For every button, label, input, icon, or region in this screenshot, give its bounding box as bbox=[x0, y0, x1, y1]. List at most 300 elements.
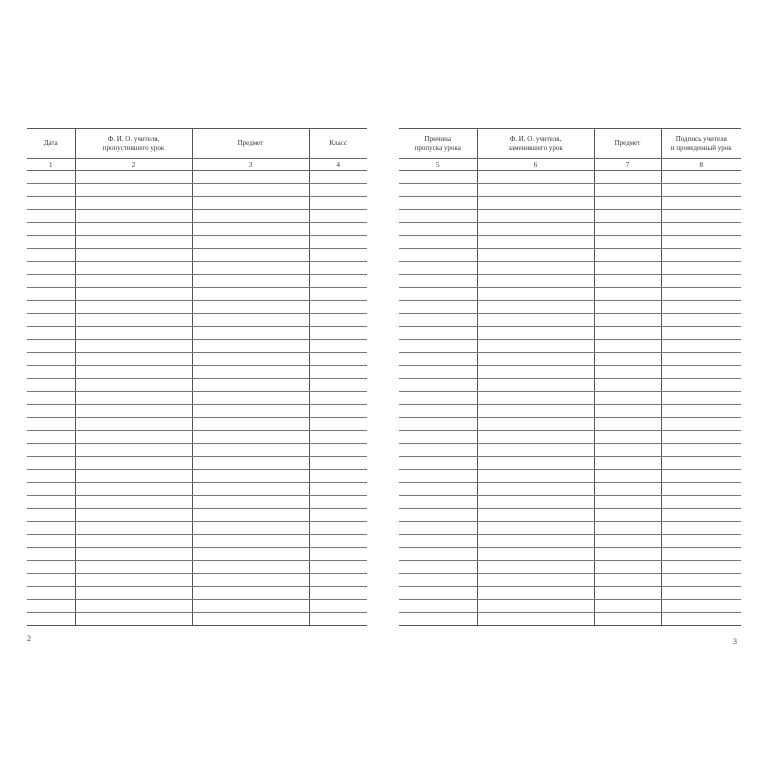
table-cell[interactable] bbox=[27, 340, 75, 353]
table-cell[interactable] bbox=[309, 327, 367, 340]
table-cell[interactable] bbox=[75, 379, 192, 392]
table-cell[interactable] bbox=[309, 275, 367, 288]
table-cell[interactable] bbox=[399, 496, 477, 509]
table-cell[interactable] bbox=[594, 444, 661, 457]
table-cell[interactable] bbox=[594, 262, 661, 275]
table-cell[interactable] bbox=[192, 522, 309, 535]
table-cell[interactable] bbox=[192, 379, 309, 392]
table-cell[interactable] bbox=[27, 210, 75, 223]
table-cell[interactable] bbox=[309, 509, 367, 522]
table-cell[interactable] bbox=[309, 197, 367, 210]
table-cell[interactable] bbox=[399, 587, 477, 600]
table-cell[interactable] bbox=[192, 548, 309, 561]
table-cell[interactable] bbox=[399, 470, 477, 483]
table-cell[interactable] bbox=[192, 314, 309, 327]
table-cell[interactable] bbox=[75, 197, 192, 210]
table-cell[interactable] bbox=[309, 405, 367, 418]
table-row bbox=[27, 275, 367, 288]
table-cell[interactable] bbox=[594, 483, 661, 496]
table-cell[interactable] bbox=[594, 314, 661, 327]
table-cell[interactable] bbox=[399, 184, 477, 197]
table-cell[interactable] bbox=[399, 457, 477, 470]
table-cell[interactable] bbox=[27, 574, 75, 587]
table-cell[interactable] bbox=[75, 262, 192, 275]
table-cell[interactable] bbox=[661, 392, 741, 405]
table-cell[interactable] bbox=[594, 392, 661, 405]
table-cell[interactable] bbox=[477, 353, 594, 366]
table-cell[interactable] bbox=[192, 275, 309, 288]
table-cell[interactable] bbox=[75, 535, 192, 548]
table-cell[interactable] bbox=[75, 548, 192, 561]
table-cell[interactable] bbox=[661, 548, 741, 561]
table-cell[interactable] bbox=[594, 223, 661, 236]
table-cell[interactable] bbox=[399, 314, 477, 327]
table-cell[interactable] bbox=[309, 392, 367, 405]
table-cell[interactable] bbox=[399, 548, 477, 561]
table-cell[interactable] bbox=[399, 392, 477, 405]
table-cell[interactable] bbox=[75, 236, 192, 249]
table-cell[interactable] bbox=[192, 496, 309, 509]
table-cell[interactable] bbox=[399, 210, 477, 223]
table-cell[interactable] bbox=[27, 535, 75, 548]
table-cell[interactable] bbox=[661, 444, 741, 457]
table-cell[interactable] bbox=[399, 418, 477, 431]
table-cell[interactable] bbox=[477, 574, 594, 587]
table-cell[interactable] bbox=[192, 210, 309, 223]
table-cell[interactable] bbox=[75, 405, 192, 418]
table-cell[interactable] bbox=[594, 496, 661, 509]
table-cell[interactable] bbox=[192, 587, 309, 600]
header-signature: Подпись учителя и проведенный урок bbox=[661, 129, 741, 159]
table-cell[interactable] bbox=[661, 366, 741, 379]
table-cell[interactable] bbox=[594, 301, 661, 314]
table-cell[interactable] bbox=[477, 444, 594, 457]
table-cell[interactable] bbox=[399, 223, 477, 236]
table-cell[interactable] bbox=[594, 288, 661, 301]
table-cell[interactable] bbox=[27, 262, 75, 275]
table-cell[interactable] bbox=[399, 236, 477, 249]
table-cell[interactable] bbox=[309, 535, 367, 548]
table-cell[interactable] bbox=[192, 574, 309, 587]
table-cell[interactable] bbox=[192, 301, 309, 314]
table-cell[interactable] bbox=[594, 522, 661, 535]
table-cell[interactable] bbox=[27, 509, 75, 522]
table-cell[interactable] bbox=[309, 340, 367, 353]
table-row bbox=[27, 587, 367, 600]
column-number: 8 bbox=[661, 159, 741, 171]
table-cell[interactable] bbox=[477, 340, 594, 353]
table-cell[interactable] bbox=[309, 548, 367, 561]
table-cell[interactable] bbox=[661, 236, 741, 249]
table-cell[interactable] bbox=[477, 379, 594, 392]
table-cell[interactable] bbox=[27, 184, 75, 197]
table-cell[interactable] bbox=[309, 379, 367, 392]
column-number: 7 bbox=[594, 159, 661, 171]
table-cell[interactable] bbox=[477, 301, 594, 314]
table-cell[interactable] bbox=[477, 184, 594, 197]
table-cell[interactable] bbox=[399, 262, 477, 275]
table-row bbox=[27, 171, 367, 184]
table-cell[interactable] bbox=[594, 613, 661, 626]
table-cell[interactable] bbox=[594, 509, 661, 522]
table-row bbox=[399, 301, 741, 314]
table-cell[interactable] bbox=[75, 340, 192, 353]
table-row bbox=[27, 236, 367, 249]
table-cell[interactable] bbox=[27, 431, 75, 444]
table-cell[interactable] bbox=[27, 548, 75, 561]
table-cell[interactable] bbox=[477, 431, 594, 444]
table-cell[interactable] bbox=[27, 587, 75, 600]
table-cell[interactable] bbox=[661, 275, 741, 288]
table-cell[interactable] bbox=[661, 470, 741, 483]
table-cell[interactable] bbox=[75, 249, 192, 262]
table-cell[interactable] bbox=[661, 600, 741, 613]
table-cell[interactable] bbox=[399, 535, 477, 548]
table-cell[interactable] bbox=[75, 444, 192, 457]
table-cell[interactable] bbox=[309, 431, 367, 444]
table-cell[interactable] bbox=[477, 223, 594, 236]
table-cell[interactable] bbox=[192, 457, 309, 470]
table-cell[interactable] bbox=[661, 210, 741, 223]
table-cell[interactable] bbox=[192, 418, 309, 431]
table-cell[interactable] bbox=[27, 301, 75, 314]
table-cell[interactable] bbox=[399, 353, 477, 366]
table-cell[interactable] bbox=[192, 535, 309, 548]
table-cell[interactable] bbox=[309, 561, 367, 574]
table-cell[interactable] bbox=[661, 379, 741, 392]
table-cell[interactable] bbox=[309, 171, 367, 184]
table-cell[interactable] bbox=[192, 431, 309, 444]
table-cell[interactable] bbox=[309, 613, 367, 626]
table-cell[interactable] bbox=[477, 535, 594, 548]
table-cell[interactable] bbox=[477, 483, 594, 496]
table-cell[interactable] bbox=[594, 431, 661, 444]
table-cell[interactable] bbox=[661, 561, 741, 574]
table-cell[interactable] bbox=[27, 171, 75, 184]
table-cell[interactable] bbox=[309, 600, 367, 613]
table-cell[interactable] bbox=[661, 197, 741, 210]
table-cell[interactable] bbox=[27, 561, 75, 574]
table-cell[interactable] bbox=[27, 366, 75, 379]
table-cell[interactable] bbox=[399, 574, 477, 587]
table-cell[interactable] bbox=[192, 236, 309, 249]
table-cell[interactable] bbox=[477, 522, 594, 535]
table-cell[interactable] bbox=[477, 262, 594, 275]
table-cell[interactable] bbox=[192, 600, 309, 613]
table-cell[interactable] bbox=[594, 561, 661, 574]
table-cell[interactable] bbox=[477, 509, 594, 522]
table-cell[interactable] bbox=[594, 340, 661, 353]
table-cell[interactable] bbox=[477, 314, 594, 327]
table-cell[interactable] bbox=[192, 197, 309, 210]
table-cell[interactable] bbox=[399, 301, 477, 314]
table-cell[interactable] bbox=[594, 366, 661, 379]
table-cell[interactable] bbox=[192, 405, 309, 418]
table-cell[interactable] bbox=[399, 613, 477, 626]
table-cell[interactable] bbox=[661, 496, 741, 509]
table-cell[interactable] bbox=[192, 223, 309, 236]
table-cell[interactable] bbox=[661, 535, 741, 548]
table-cell[interactable] bbox=[477, 366, 594, 379]
table-cell[interactable] bbox=[399, 509, 477, 522]
table-cell[interactable] bbox=[309, 249, 367, 262]
table-cell[interactable] bbox=[192, 470, 309, 483]
table-cell[interactable] bbox=[27, 405, 75, 418]
table-cell[interactable] bbox=[192, 561, 309, 574]
table-cell[interactable] bbox=[27, 223, 75, 236]
table-cell[interactable] bbox=[477, 561, 594, 574]
table-cell[interactable] bbox=[75, 275, 192, 288]
table-cell[interactable] bbox=[661, 431, 741, 444]
table-cell[interactable] bbox=[594, 457, 661, 470]
table-cell[interactable] bbox=[594, 249, 661, 262]
table-cell[interactable] bbox=[192, 171, 309, 184]
table-cell[interactable] bbox=[477, 457, 594, 470]
table-cell[interactable] bbox=[27, 197, 75, 210]
table-cell[interactable] bbox=[27, 496, 75, 509]
table-cell[interactable] bbox=[192, 340, 309, 353]
table-cell[interactable] bbox=[661, 340, 741, 353]
table-cell[interactable] bbox=[399, 561, 477, 574]
table-cell[interactable] bbox=[399, 366, 477, 379]
table-cell[interactable] bbox=[661, 574, 741, 587]
table-cell[interactable] bbox=[661, 457, 741, 470]
table-cell[interactable] bbox=[309, 444, 367, 457]
table-row bbox=[27, 522, 367, 535]
table-row bbox=[27, 613, 367, 626]
table-cell[interactable] bbox=[661, 184, 741, 197]
table-cell[interactable] bbox=[309, 184, 367, 197]
table-cell[interactable] bbox=[399, 522, 477, 535]
table-cell[interactable] bbox=[309, 288, 367, 301]
table-cell[interactable] bbox=[661, 483, 741, 496]
table-cell[interactable] bbox=[477, 197, 594, 210]
table-cell[interactable] bbox=[192, 184, 309, 197]
table-cell[interactable] bbox=[27, 470, 75, 483]
table-cell[interactable] bbox=[477, 548, 594, 561]
table-cell[interactable] bbox=[192, 392, 309, 405]
table-cell[interactable] bbox=[309, 366, 367, 379]
table-cell[interactable] bbox=[399, 171, 477, 184]
table-cell[interactable] bbox=[399, 327, 477, 340]
table-cell[interactable] bbox=[309, 353, 367, 366]
table-cell[interactable] bbox=[477, 249, 594, 262]
table-cell[interactable] bbox=[477, 275, 594, 288]
table-cell[interactable] bbox=[399, 444, 477, 457]
table-cell[interactable] bbox=[309, 301, 367, 314]
table-cell[interactable] bbox=[192, 509, 309, 522]
table-cell[interactable] bbox=[477, 171, 594, 184]
table-cell[interactable] bbox=[399, 483, 477, 496]
table-cell[interactable] bbox=[192, 444, 309, 457]
table-cell[interactable] bbox=[477, 327, 594, 340]
table-cell[interactable] bbox=[661, 249, 741, 262]
table-cell[interactable] bbox=[192, 483, 309, 496]
table-cell[interactable] bbox=[27, 353, 75, 366]
table-cell[interactable] bbox=[594, 405, 661, 418]
table-cell[interactable] bbox=[75, 353, 192, 366]
table-cell[interactable] bbox=[309, 262, 367, 275]
table-cell[interactable] bbox=[661, 418, 741, 431]
table-cell[interactable] bbox=[477, 613, 594, 626]
table-cell[interactable] bbox=[661, 171, 741, 184]
table-cell[interactable] bbox=[661, 405, 741, 418]
table-cell[interactable] bbox=[477, 587, 594, 600]
table-cell[interactable] bbox=[75, 210, 192, 223]
table-cell[interactable] bbox=[594, 574, 661, 587]
table-cell[interactable] bbox=[477, 600, 594, 613]
table-cell[interactable] bbox=[594, 535, 661, 548]
table-cell[interactable] bbox=[75, 327, 192, 340]
table-cell[interactable] bbox=[594, 197, 661, 210]
table-cell[interactable] bbox=[477, 418, 594, 431]
table-row bbox=[399, 496, 741, 509]
table-cell[interactable] bbox=[75, 522, 192, 535]
table-cell[interactable] bbox=[192, 249, 309, 262]
table-cell[interactable] bbox=[192, 327, 309, 340]
table-cell[interactable] bbox=[309, 522, 367, 535]
table-cell[interactable] bbox=[309, 574, 367, 587]
table-cell[interactable] bbox=[192, 613, 309, 626]
table-cell[interactable] bbox=[75, 613, 192, 626]
table-cell[interactable] bbox=[192, 353, 309, 366]
table-cell[interactable] bbox=[477, 392, 594, 405]
table-cell[interactable] bbox=[75, 457, 192, 470]
table-cell[interactable] bbox=[75, 431, 192, 444]
table-cell[interactable] bbox=[399, 379, 477, 392]
table-cell[interactable] bbox=[309, 236, 367, 249]
table-cell[interactable] bbox=[75, 496, 192, 509]
table-cell[interactable] bbox=[594, 184, 661, 197]
table-cell[interactable] bbox=[75, 392, 192, 405]
table-cell[interactable] bbox=[661, 288, 741, 301]
table-cell[interactable] bbox=[75, 587, 192, 600]
table-cell[interactable] bbox=[594, 418, 661, 431]
table-cell[interactable] bbox=[27, 379, 75, 392]
table-cell[interactable] bbox=[75, 184, 192, 197]
table-cell[interactable] bbox=[309, 210, 367, 223]
table-cell[interactable] bbox=[594, 379, 661, 392]
table-cell[interactable] bbox=[661, 587, 741, 600]
table-cell[interactable] bbox=[75, 600, 192, 613]
table-cell[interactable] bbox=[661, 223, 741, 236]
table-cell[interactable] bbox=[661, 522, 741, 535]
table-cell[interactable] bbox=[594, 210, 661, 223]
table-row bbox=[399, 509, 741, 522]
table-cell[interactable] bbox=[594, 548, 661, 561]
table-cell[interactable] bbox=[661, 314, 741, 327]
table-cell[interactable] bbox=[27, 327, 75, 340]
table-cell[interactable] bbox=[399, 431, 477, 444]
table-cell[interactable] bbox=[477, 405, 594, 418]
table-cell[interactable] bbox=[75, 418, 192, 431]
table-cell[interactable] bbox=[661, 327, 741, 340]
table-cell[interactable] bbox=[399, 340, 477, 353]
table-cell[interactable] bbox=[75, 574, 192, 587]
table-cell[interactable] bbox=[309, 223, 367, 236]
table-cell[interactable] bbox=[27, 457, 75, 470]
table-cell[interactable] bbox=[661, 613, 741, 626]
table-cell[interactable] bbox=[27, 613, 75, 626]
table-cell[interactable] bbox=[75, 509, 192, 522]
table-cell[interactable] bbox=[75, 470, 192, 483]
table-cell[interactable] bbox=[27, 249, 75, 262]
table-cell[interactable] bbox=[594, 600, 661, 613]
table-row bbox=[399, 457, 741, 470]
table-cell[interactable] bbox=[75, 171, 192, 184]
table-cell[interactable] bbox=[75, 301, 192, 314]
table-cell[interactable] bbox=[309, 457, 367, 470]
table-cell[interactable] bbox=[75, 366, 192, 379]
table-cell[interactable] bbox=[75, 288, 192, 301]
table-cell[interactable] bbox=[75, 314, 192, 327]
table-cell[interactable] bbox=[477, 210, 594, 223]
table-cell[interactable] bbox=[477, 496, 594, 509]
table-row bbox=[399, 223, 741, 236]
table-cell[interactable] bbox=[27, 522, 75, 535]
table-cell[interactable] bbox=[661, 262, 741, 275]
table-cell[interactable] bbox=[27, 288, 75, 301]
table-cell[interactable] bbox=[594, 171, 661, 184]
table-cell[interactable] bbox=[309, 314, 367, 327]
table-row bbox=[399, 275, 741, 288]
table-cell[interactable] bbox=[27, 444, 75, 457]
table-cell[interactable] bbox=[75, 223, 192, 236]
table-cell[interactable] bbox=[27, 314, 75, 327]
table-cell[interactable] bbox=[309, 587, 367, 600]
table-cell[interactable] bbox=[27, 600, 75, 613]
table-cell[interactable] bbox=[75, 483, 192, 496]
table-cell[interactable] bbox=[192, 288, 309, 301]
table-row bbox=[399, 600, 741, 613]
table-cell[interactable] bbox=[594, 275, 661, 288]
table-cell[interactable] bbox=[309, 470, 367, 483]
table-cell[interactable] bbox=[399, 600, 477, 613]
table-cell[interactable] bbox=[309, 418, 367, 431]
table-cell[interactable] bbox=[477, 470, 594, 483]
table-cell[interactable] bbox=[594, 587, 661, 600]
table-cell[interactable] bbox=[27, 418, 75, 431]
table-cell[interactable] bbox=[399, 405, 477, 418]
left-page-table bbox=[27, 128, 367, 626]
table-cell[interactable] bbox=[27, 275, 75, 288]
table-cell[interactable] bbox=[594, 236, 661, 249]
table-cell[interactable] bbox=[661, 353, 741, 366]
table-cell[interactable] bbox=[477, 236, 594, 249]
table-row bbox=[399, 210, 741, 223]
table-cell[interactable] bbox=[399, 275, 477, 288]
table-cell[interactable] bbox=[594, 353, 661, 366]
header-absent-teacher: Ф. И. О. учителя, пропустившего урок bbox=[75, 129, 192, 159]
table-cell[interactable] bbox=[75, 561, 192, 574]
table-cell[interactable] bbox=[661, 509, 741, 522]
table-cell[interactable] bbox=[309, 483, 367, 496]
table-cell[interactable] bbox=[309, 496, 367, 509]
table-cell[interactable] bbox=[661, 301, 741, 314]
table-cell[interactable] bbox=[27, 483, 75, 496]
table-cell[interactable] bbox=[27, 392, 75, 405]
table-cell[interactable] bbox=[399, 249, 477, 262]
table-cell[interactable] bbox=[399, 197, 477, 210]
table-cell[interactable] bbox=[27, 236, 75, 249]
table-row bbox=[27, 561, 367, 574]
table-cell[interactable] bbox=[192, 262, 309, 275]
table-cell[interactable] bbox=[399, 288, 477, 301]
table-cell[interactable] bbox=[594, 470, 661, 483]
table-cell[interactable] bbox=[594, 327, 661, 340]
table-cell[interactable] bbox=[192, 366, 309, 379]
table-cell[interactable] bbox=[477, 288, 594, 301]
